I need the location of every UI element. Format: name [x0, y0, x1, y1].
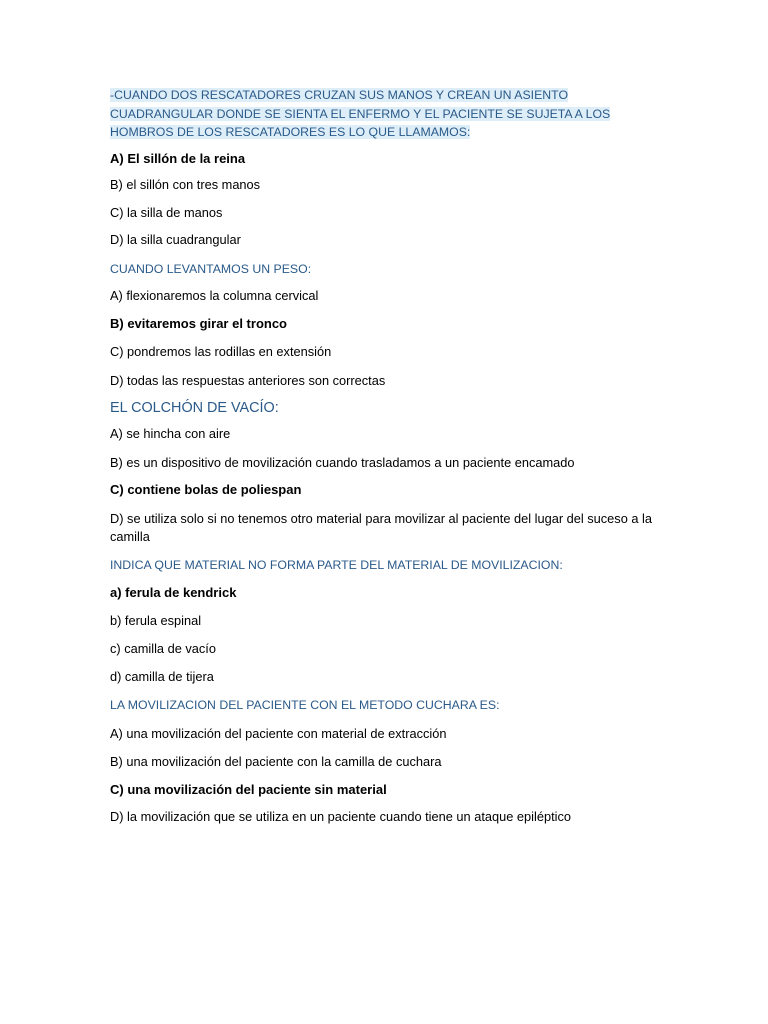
question-3-option-a: A) se hincha con aire	[110, 426, 231, 441]
quiz-content	[110, 86, 670, 827]
question-5-prompt: LA MOVILIZACION DEL PACIENTE CON EL METODO CUCHARA ES:	[110, 698, 500, 712]
question-1-option-c: C) la silla de manos	[110, 204, 223, 220]
question-5-option-b: B) una movilización del paciente con la camilla de cuchara	[110, 754, 442, 769]
question-1-option-b: B) el sillón con tres manos	[110, 177, 261, 192]
question-4-option-b: b) ferula espinal	[110, 612, 202, 628]
question-3-prompt: EL COLCHÓN DE VACÍO:	[110, 400, 279, 416]
question-2-option-a: A) flexionaremos la columna cervical	[110, 288, 319, 303]
question-4-option-d: d) camilla de tijera	[110, 668, 214, 684]
question-2-option-b: B) evitaremos girar el tronco	[110, 315, 287, 331]
question-5-option-d: D) la movilización que se utiliza en un paciente cuando tiene un ataque epiléptico	[110, 809, 571, 824]
question-3-option-b: B) es un dispositivo de movilización cuando trasladamos a un paciente encamado	[110, 454, 575, 470]
question-1-option-d: D) la silla cuadrangular	[110, 232, 241, 247]
question-1-prompt: -CUANDO DOS RESCATADORES CRUZAN SUS MANOS Y CREAN UN ASIENTO CUADRANGULAR DONDE SE SIENTA EL ENFERMO Y EL PACIENTE SE SUJETA A LOS HOMBROS DE LOS RESCATADORES ES LO QUE LLAMAMOS:	[110, 88, 611, 139]
question-4-option-a: a) ferula de kendrick	[110, 585, 237, 600]
question-1-option-a: A) El sillón de la reina	[110, 150, 246, 166]
question-5-option-a: A) una movilización del paciente con material de extracción	[110, 725, 447, 741]
question-2-option-d: D) todas las respuestas anteriores son correctas	[110, 372, 386, 388]
question-5-option-c: C) una movilización del paciente sin material	[110, 781, 387, 797]
question-3-option-d: D) se utiliza solo si no tenemos otro material para movilizar al paciente del lugar del suceso a la camilla	[110, 510, 652, 544]
question-2-prompt: CUANDO LEVANTAMOS UN PESO:	[110, 261, 312, 276]
question-4-option-c: c) camilla de vacío	[110, 641, 216, 656]
question-4-prompt: INDICA QUE MATERIAL NO FORMA PARTE DEL MATERIAL DE MOVILIZACION:	[110, 557, 563, 572]
question-2-option-c: C) pondremos las rodillas en extensión	[110, 344, 332, 359]
question-3-option-c: C) contiene bolas de poliespan	[110, 482, 302, 497]
